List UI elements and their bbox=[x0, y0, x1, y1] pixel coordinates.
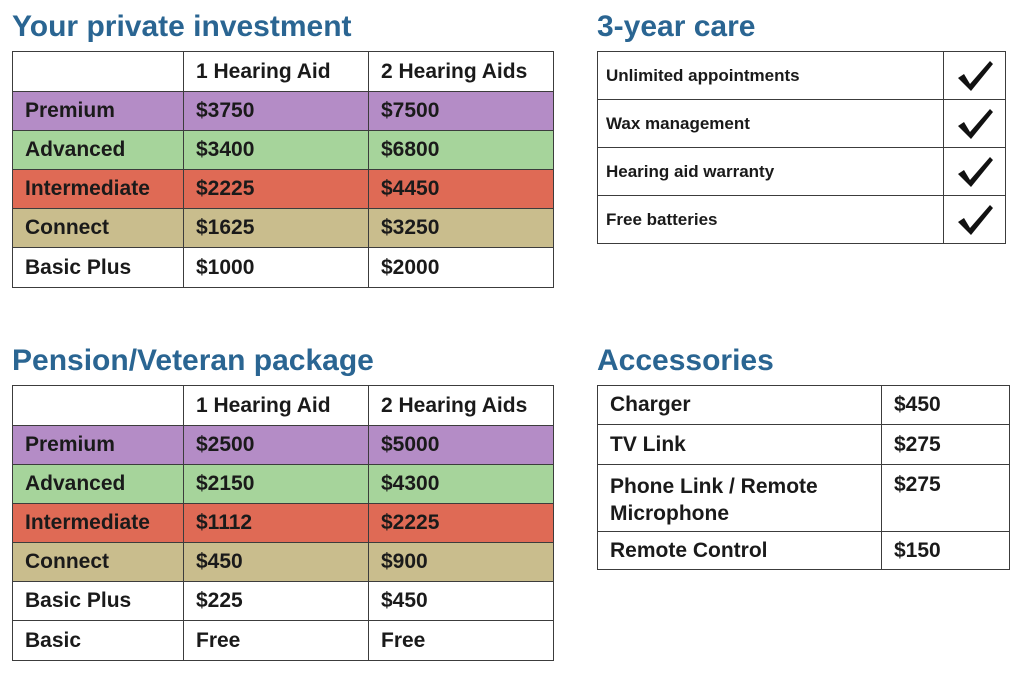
care-row bbox=[598, 196, 1006, 244]
price-two-aids: $5000 bbox=[369, 426, 554, 465]
accessory-name: Phone Link / Remote Microphone bbox=[598, 465, 882, 532]
checkmark-icon bbox=[944, 196, 1006, 244]
price-two-aids: $2225 bbox=[369, 504, 554, 543]
table-row-connect bbox=[13, 543, 554, 582]
table-row-intermediate bbox=[13, 504, 554, 543]
table-row-advanced bbox=[13, 131, 554, 170]
price-one-aid: $3400 bbox=[184, 131, 369, 170]
tier-label: Advanced bbox=[13, 465, 184, 504]
table-row-connect bbox=[13, 209, 554, 248]
accessories-title: Accessories bbox=[597, 344, 774, 377]
price-two-aids: $450 bbox=[369, 582, 554, 621]
tier-label: Advanced bbox=[13, 131, 184, 170]
price-one-aid: $2150 bbox=[184, 465, 369, 504]
table-row-premium bbox=[13, 92, 554, 131]
tier-label: Intermediate bbox=[13, 504, 184, 543]
table-header-row bbox=[13, 386, 554, 426]
tier-label: Intermediate bbox=[13, 170, 184, 209]
accessory-price: $275 bbox=[882, 425, 1010, 465]
price-one-aid: $450 bbox=[184, 543, 369, 582]
price-two-aids: $2000 bbox=[369, 248, 554, 288]
accessory-name: TV Link bbox=[598, 425, 882, 465]
accessory-price: $450 bbox=[882, 386, 1010, 425]
pension-veteran-table bbox=[12, 385, 554, 661]
tier-label: Basic Plus bbox=[13, 582, 184, 621]
checkmark-icon bbox=[944, 52, 1006, 100]
accessories-table bbox=[597, 385, 1010, 570]
price-two-aids: $4450 bbox=[369, 170, 554, 209]
price-two-aids: $7500 bbox=[369, 92, 554, 131]
private-investment-title: Your private investment bbox=[12, 10, 352, 43]
header-cell-one-aid: 1 Hearing Aid bbox=[184, 386, 369, 426]
price-one-aid: $3750 bbox=[184, 92, 369, 131]
price-one-aid: $1112 bbox=[184, 504, 369, 543]
price-one-aid: Free bbox=[184, 621, 369, 661]
accessory-name: Charger bbox=[598, 386, 882, 425]
accessory-row bbox=[598, 386, 1010, 425]
table-row-basic-plus bbox=[13, 248, 554, 288]
table-row-advanced bbox=[13, 465, 554, 504]
price-two-aids: $3250 bbox=[369, 209, 554, 248]
tier-label: Basic bbox=[13, 621, 184, 661]
accessory-price: $150 bbox=[882, 532, 1010, 570]
price-two-aids: $6800 bbox=[369, 131, 554, 170]
price-one-aid: $2225 bbox=[184, 170, 369, 209]
private-investment-table bbox=[12, 51, 554, 288]
price-one-aid: $225 bbox=[184, 582, 369, 621]
header-cell-one-aid: 1 Hearing Aid bbox=[184, 52, 369, 92]
price-one-aid: $2500 bbox=[184, 426, 369, 465]
pension-veteran-title: Pension/Veteran package bbox=[12, 344, 374, 377]
accessory-row bbox=[598, 532, 1010, 570]
accessory-price: $275 bbox=[882, 465, 1010, 532]
care-row bbox=[598, 52, 1006, 100]
header-cell-two-aids: 2 Hearing Aids bbox=[369, 52, 554, 92]
accessory-name: Remote Control bbox=[598, 532, 882, 570]
header-cell-empty bbox=[13, 52, 184, 92]
table-row-intermediate bbox=[13, 170, 554, 209]
care-item-label: Wax management bbox=[598, 100, 944, 148]
checkmark-icon bbox=[944, 148, 1006, 196]
care-item-label: Free batteries bbox=[598, 196, 944, 244]
tier-label: Basic Plus bbox=[13, 248, 184, 288]
care-item-label: Hearing aid warranty bbox=[598, 148, 944, 196]
accessory-row bbox=[598, 465, 1010, 532]
price-one-aid: $1000 bbox=[184, 248, 369, 288]
price-two-aids: Free bbox=[369, 621, 554, 661]
accessory-row bbox=[598, 425, 1010, 465]
price-one-aid: $1625 bbox=[184, 209, 369, 248]
table-header-row bbox=[13, 52, 554, 92]
price-two-aids: $4300 bbox=[369, 465, 554, 504]
tier-label: Connect bbox=[13, 209, 184, 248]
header-cell-two-aids: 2 Hearing Aids bbox=[369, 386, 554, 426]
table-row-basic-plus bbox=[13, 582, 554, 621]
header-cell-empty bbox=[13, 386, 184, 426]
checkmark-icon bbox=[944, 100, 1006, 148]
care-row bbox=[598, 148, 1006, 196]
tier-label: Premium bbox=[13, 426, 184, 465]
table-row-basic bbox=[13, 621, 554, 661]
table-row-premium bbox=[13, 426, 554, 465]
care-row bbox=[598, 100, 1006, 148]
three-year-care-title: 3-year care bbox=[597, 10, 756, 43]
three-year-care-table bbox=[597, 51, 1006, 244]
tier-label: Premium bbox=[13, 92, 184, 131]
tier-label: Connect bbox=[13, 543, 184, 582]
care-item-label: Unlimited appointments bbox=[598, 52, 944, 100]
price-two-aids: $900 bbox=[369, 543, 554, 582]
